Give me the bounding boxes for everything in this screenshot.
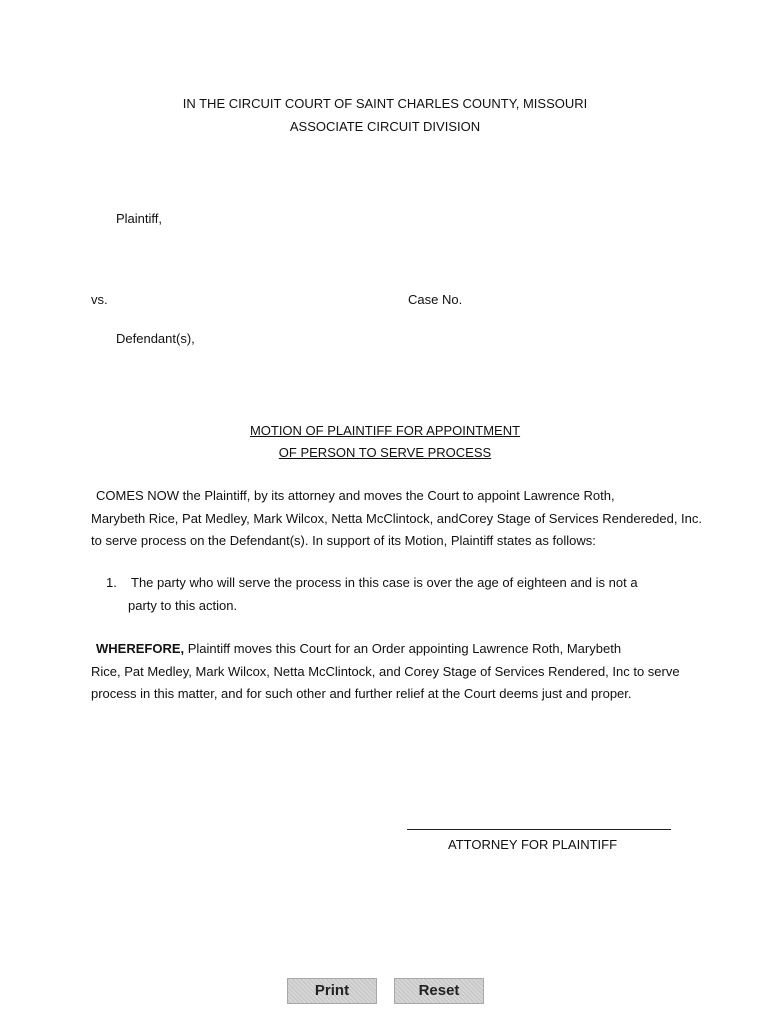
signature-label: ATTORNEY FOR PLAINTIFF [448, 837, 618, 852]
motion-title-line1 [0, 420, 770, 442]
motion-title-line2 [0, 442, 770, 464]
defendant-label: Defendant(s), [116, 331, 195, 346]
list-item-line2: party to this action. [128, 598, 238, 613]
wherefore-line1-text: Plaintiff moves this Court for an Order appointing Lawrence Roth, Marybeth [184, 641, 622, 656]
motion-title-line1-text: MOTION OF PLAINTIFF FOR APPOINTMENT [249, 423, 521, 438]
signature-line[interactable] [407, 829, 671, 830]
versus-label: vs. [91, 292, 108, 307]
motion-paragraph-line1: COMES NOW the Plaintiff, by its attorney and moves the Court to appoint Lawrence Roth, [96, 488, 615, 503]
wherefore-paragraph-line3: process in this matter, and for such other and further relief at the Court deems just and proper. [91, 686, 632, 701]
print-button[interactable]: Print [287, 978, 377, 1004]
court-division: ASSOCIATE CIRCUIT DIVISION [289, 119, 481, 134]
court-name: IN THE CIRCUIT COURT OF SAINT CHARLES COUNTY, MISSOURI [182, 96, 588, 111]
motion-paragraph-line2: Marybeth Rice, Pat Medley, Mark Wilcox, Netta McClintock, andCorey Stage of Services Rendereded, Inc. [91, 511, 703, 526]
wherefore-paragraph-line2: Rice, Pat Medley, Mark Wilcox, Netta McClintock, and Corey Stage of Services Rendered, Inc to serve [91, 664, 680, 679]
motion-title-line2-text: OF PERSON TO SERVE PROCESS [278, 445, 492, 460]
list-item-line1: The party who will serve the process in this case is over the age of eighteen and is not a [131, 575, 638, 590]
reset-button[interactable]: Reset [394, 978, 484, 1004]
case-number-label: Case No. [408, 292, 463, 307]
wherefore-heading: WHEREFORE, [96, 641, 185, 656]
plaintiff-label: Plaintiff, [116, 211, 163, 226]
wherefore-paragraph-line1 [96, 638, 621, 660]
list-item-number: 1. [106, 575, 117, 590]
motion-paragraph-line3: to serve process on the Defendant(s). In support of its Motion, Plaintiff states as follows: [91, 533, 596, 548]
